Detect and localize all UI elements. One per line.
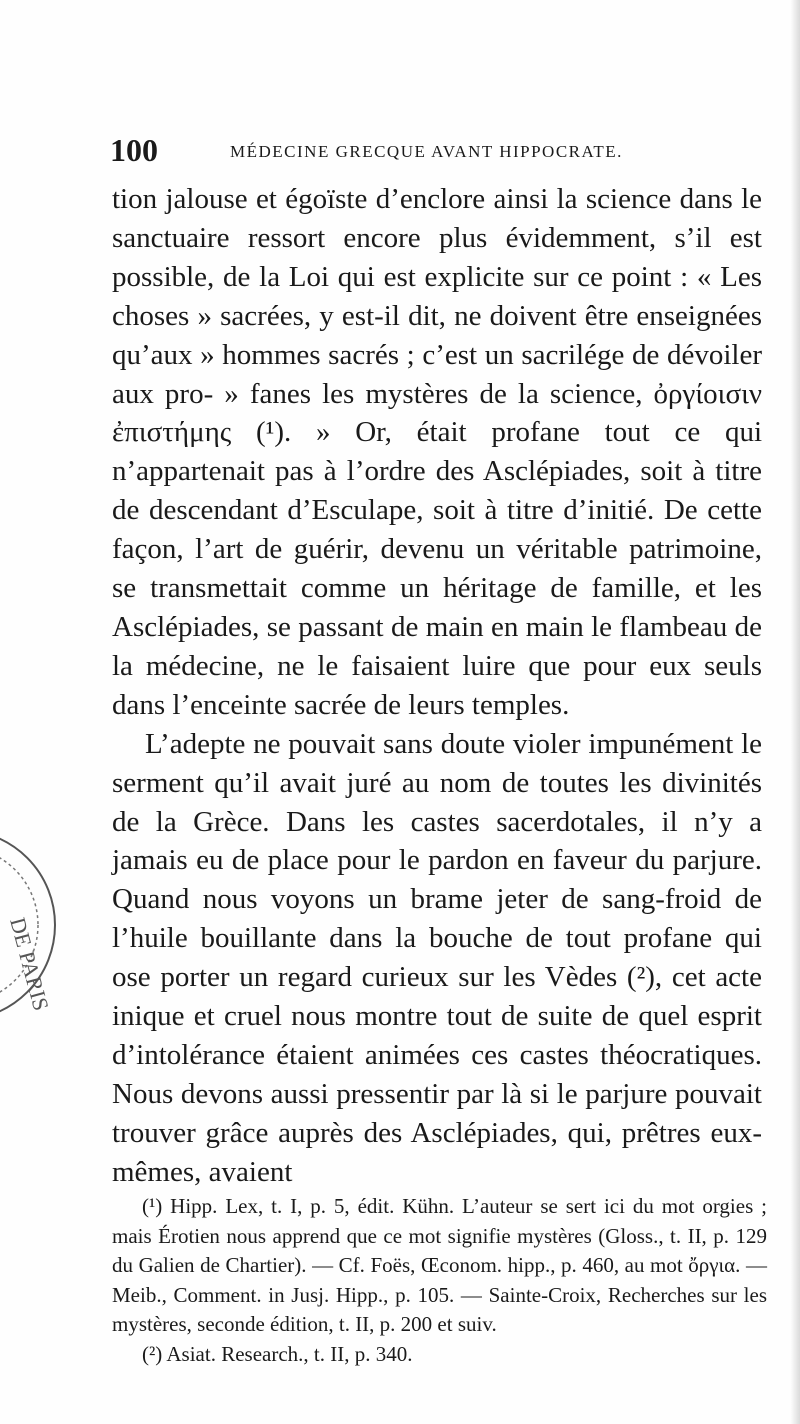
page-number: 100 — [110, 132, 158, 168]
footnotes — [112, 1192, 767, 1369]
body-text — [112, 180, 762, 1192]
stamp-text: DE PARIS — [5, 914, 54, 1014]
footnote-2: (²) Asiat. Research., t. II, p. 340. — [142, 1341, 413, 1366]
paragraph-1: tion jalouse et égoïste d’enclore ainsi la science dans le sanctuaire ressort encore plus évidemment, s’il est possible, de la Loi qui est explicite sur ce point : « Les choses » sacrées, y est-il dit, ne doivent être enseignées qu’aux » hommes sacrés ; c’est un sacrilége de dévoiler aux pro- » fanes les mystères de la science, ὀργίοισιν ἐπιστήμης (¹). » Or, était profane tout ce qui n’appartenait pas à l’ordre des Asclépiades, soit à titre de descendant d’Esculape, soit à titre d’initié. De cette façon, l’art de guérir, devenu un véritable patrimoine, se transmettait comme un héritage de famille, et les Asclépiades, se passant de main en main le flambeau de la médecine, ne le faisaient luire que pour eux seuls dans l’enceinte sacrée de leurs temples. — [112, 183, 762, 721]
running-head: MÉDECINE GRECQUE AVANT HIPPOCRATE. — [230, 142, 623, 161]
library-stamp — [0, 820, 60, 1030]
page-edge-shadow — [790, 0, 800, 1424]
page-header — [110, 132, 760, 172]
stamp-seal-icon — [0, 820, 60, 1030]
footnote-1: (¹) Hipp. Lex, t. I, p. 5, édit. Kühn. L’auteur se sert ici du mot orgies ; mais Érotien nous apprend que ce mot signifie mystères (Gloss., t. II, p. 129 du Galien de Chartier). — Cf. Foës, Œconom. hipp., p. 460, au mot ὄργια. — Meib., Comment. in Jusj. Hipp., p. 105. — Sainte-Croix, Recherches sur les mystères, seconde édition, t. II, p. 200 et suiv. — [112, 1194, 767, 1336]
paragraph-2: L’adepte ne pouvait sans doute violer impunément le serment qu’il avait juré au nom de toutes les divinités de la Grèce. Dans les castes sacerdotales, il n’y a jamais eu de place pour le pardon en faveur du parjure. Quand nous voyons un brame jeter de sang-froid de l’huile bouillante dans la bouche de tout profane qui ose porter un regard curieux sur les Vèdes (²), cet acte inique et cruel nous montre tout de suite de quel esprit d’intolérance étaient animées ces castes théocratiques. Nous devons aussi pressentir par là si le parjure pouvait trouver grâce auprès des Asclépiades, qui, prêtres eux-mêmes, avaient — [112, 727, 762, 1188]
